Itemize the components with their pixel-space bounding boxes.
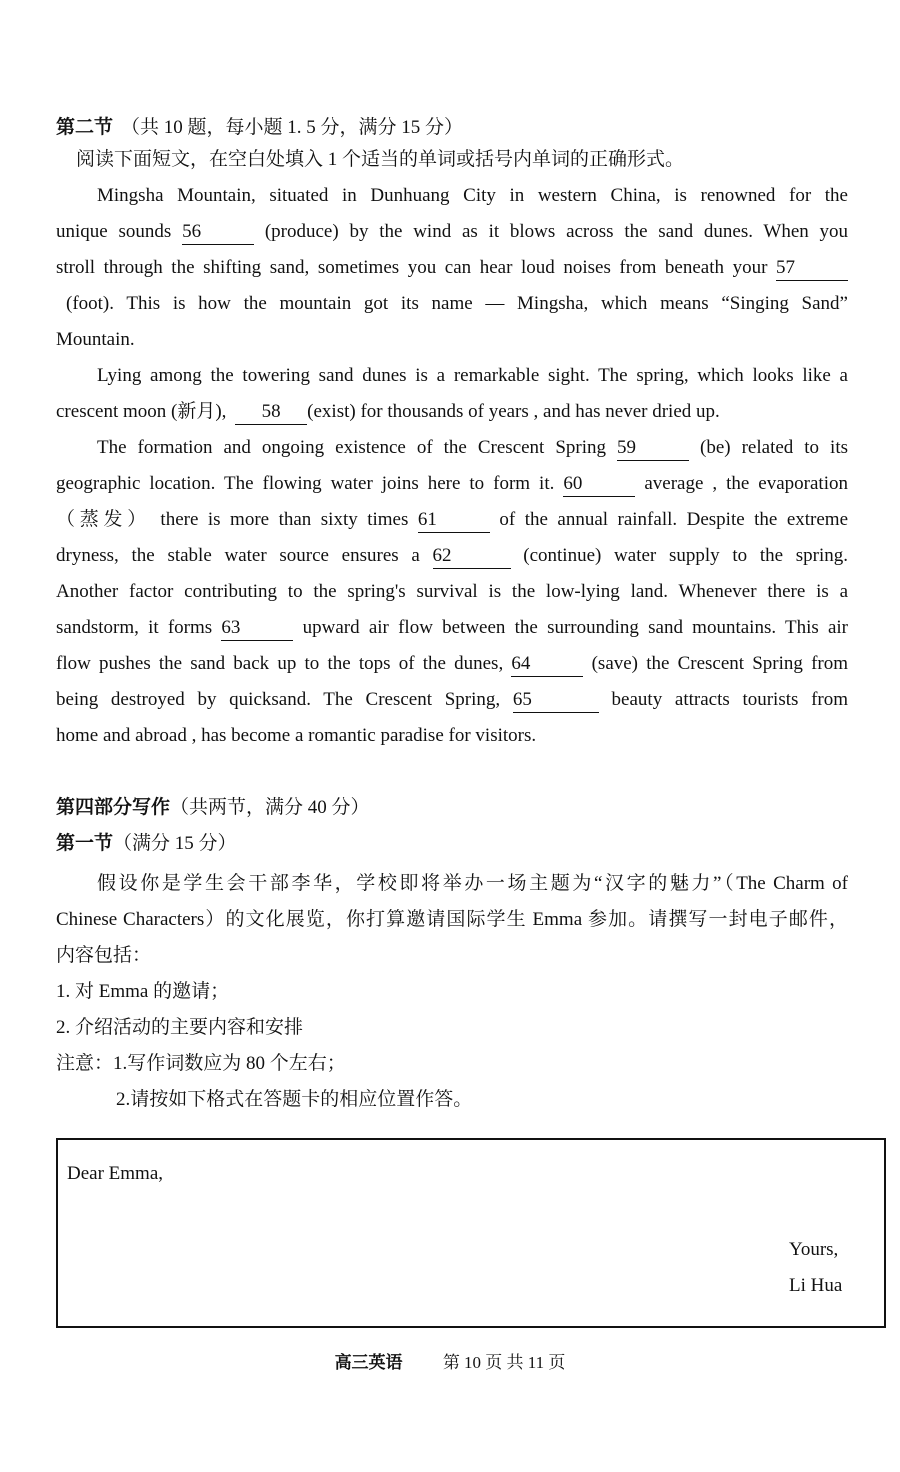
blank-59: 59 [617,436,689,461]
passage-text: stroll through the shifting sand, sometimes you can hear loud noises from beneath your [56,257,768,278]
passage-text: unique sounds [56,221,172,242]
passage-line [56,214,848,250]
passage-line [56,466,848,502]
page-footer [0,1348,900,1373]
blank-63: 63 [221,616,293,641]
passage-line [56,250,848,286]
letter-format-box [56,1138,886,1328]
passage-text: sandstorm, it forms [56,617,213,638]
part4-title: 第四部分写作 [56,797,171,818]
passage-line [56,682,848,718]
passage-line [56,430,848,466]
note-line-1: 注意：1.写作词数应为 80 个左右； [56,1053,346,1074]
blank-61: 61 [418,508,490,533]
passage-text: (exist) for thousands of years , and has never dried up. [307,401,720,422]
prompt-line: 内容包括： [56,945,152,966]
passage-line [56,538,848,574]
passage-text: beauty attracts tourists from [611,689,849,710]
section2-title-info: （共 10 题，每小题 1. 5 分，满分 15 分） [121,117,464,138]
passage-line [56,646,848,682]
passage-text: being destroyed by quicksand. The Crescent Spring, [56,689,501,710]
blank-60: 60 [563,472,635,497]
passage-text: (produce) by the wind as it blows across the sand dunes. When you [264,221,849,242]
footer-page-number: 第 10 页 共 11 页 [442,1353,566,1372]
letter-greeting: Dear Emma, [67,1163,164,1184]
prompt-item-2: 2. 介绍活动的主要内容和安排 [56,1017,304,1038]
passage-text: （蒸发） there is more than sixty times [56,509,409,530]
section2-instruction: 阅读下面短文，在空白处填入 1 个适当的单词或括号内单词的正确形式。 [76,149,685,170]
passage-text: (be) related to its [700,437,849,458]
blank-62: 62 [433,544,511,569]
part4-title-info: （共两节，满分 40 分） [170,797,370,818]
blank-56: 56 [182,220,254,245]
passage-line [56,610,848,646]
section2-title: 第二节 [56,117,114,138]
letter-closing: Yours, [789,1239,839,1260]
letter-signature: Li Hua [789,1275,843,1296]
passage-line [56,394,848,430]
note-line-2: 2.请按如下格式在答题卡的相应位置作答。 [116,1089,473,1110]
part4-section1-title: 第一节 [56,833,114,854]
passage-line: home and abroad , has become a romantic paradise for visitors. [56,725,537,746]
footer-subject: 高三英语 [334,1353,403,1372]
passage-line: Lying among the towering sand dunes is a remarkable sight. The spring, which looks like a [97,365,848,386]
prompt-line: Chinese Characters）的文化展览，你打算邀请国际学生 Emma 参加。请撰写一封电子邮件， [56,909,848,930]
blank-65: 65 [513,688,599,713]
passage-text: average , the evaporation [644,473,848,494]
passage-line: Mountain. [56,329,135,350]
blank-58: 58 [235,400,307,425]
passage-text: upward air flow between the surrounding sand mountains. This air [302,617,848,638]
letter-closing-block [789,1232,842,1304]
passage-text: (save) the Crescent Spring from [591,653,849,674]
passage-text: dryness, the stable water source ensures a [56,545,420,566]
passage-line [56,502,848,538]
blank-57: 57 [776,256,848,281]
blank-64: 64 [511,652,583,677]
passage-text: flow pushes the sand back up to the tops of the dunes, [56,653,504,674]
passage-text: (continue) water supply to the spring. [523,545,849,566]
passage-text: crescent moon (新月), [56,401,227,422]
passage-text: The formation and ongoing existence of the Crescent Spring [97,437,607,458]
passage-line: (foot). This is how the mountain got its name — Mingsha, which means “Singing Sand” [66,293,848,314]
passage-text: of the annual rainfall. Despite the extreme [499,509,849,530]
prompt-line: 假设你是学生会干部李华，学校即将举办一场主题为“汉字的魅力”（The Charm of [97,873,848,894]
part4-header [56,790,848,826]
part4-section1-info: （满分 15 分） [113,833,237,854]
passage-text: geographic location. The flowing water joins here to form it. [56,473,555,494]
prompt-item-1: 1. 对 Emma 的邀请； [56,981,230,1002]
passage-line: Another factor contributing to the spring's survival is the low-lying land. Whenever there is a [56,581,848,602]
part4-section1-header [56,826,848,862]
passage-line: Mingsha Mountain, situated in Dunhuang City in western China, is renowned for the [97,185,848,206]
section2-header [56,110,848,146]
